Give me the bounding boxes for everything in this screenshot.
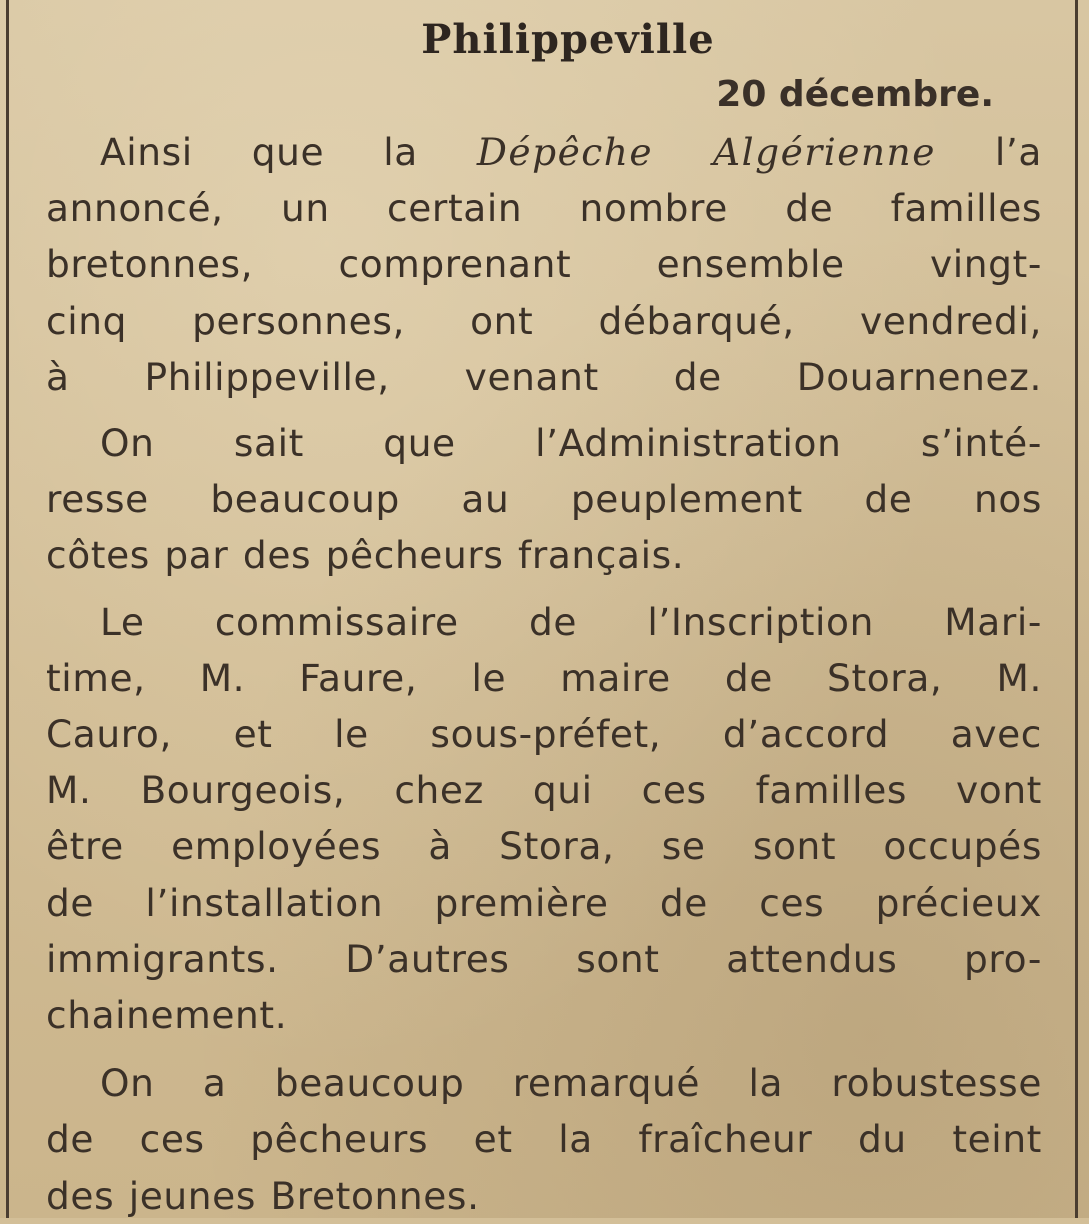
text-line: time, M. Faure, le maire de Stora, M. [46, 655, 1042, 700]
paragraph [46, 594, 1042, 1044]
text-line: On sait que l’Administration s’inté- [100, 421, 1042, 466]
text-line: M. Bourgeois, chez qui ces familles vont [46, 768, 1042, 813]
left-column-rule [6, 0, 9, 1218]
text-line: être employées à Stora, se sont occupés [46, 824, 1042, 869]
text-line: bretonnes, comprenant ensemble vingt- [46, 242, 1042, 287]
dateline: 20 décembre. [716, 74, 994, 115]
text-line: côtes par des pêcheurs français. [46, 533, 685, 578]
paragraph [46, 415, 1042, 584]
text-line: resse beaucoup au peuplement de nos [46, 477, 1042, 522]
text-line: annoncé, un certain nombre de familles [46, 186, 1042, 231]
text-line: Cauro, et le sous-préfet, d’accord avec [46, 712, 1042, 757]
text-line: On a beaucoup remarqué la robustesse [100, 1061, 1042, 1106]
paragraph [46, 1055, 1042, 1224]
text-line: immigrants. D’autres sont attendus pro- [46, 936, 1042, 981]
text-line: à Philippeville, venant de Douarnenez. [46, 354, 1042, 399]
publication-name: Dépêche Algérienne [476, 130, 936, 174]
text-line: des jeunes Bretonnes. [46, 1173, 480, 1218]
headline: Philippeville [421, 16, 715, 63]
text-line: Le commissaire de l’Inscription Mari- [100, 599, 1042, 644]
text-line: cinq personnes, ont débarqué, vendredi, [46, 298, 1042, 343]
text-line: de l’installation première de ces précieux [46, 880, 1042, 925]
text-line: de ces pêcheurs et la fraîcheur du teint [46, 1117, 1042, 1162]
article [46, 14, 1042, 1224]
right-column-rule [1075, 0, 1078, 1218]
text-line: chainement. [46, 993, 288, 1038]
text-line: Ainsi que la Dépêche Algérienne l’a [100, 130, 1042, 174]
paragraph [46, 124, 1042, 405]
